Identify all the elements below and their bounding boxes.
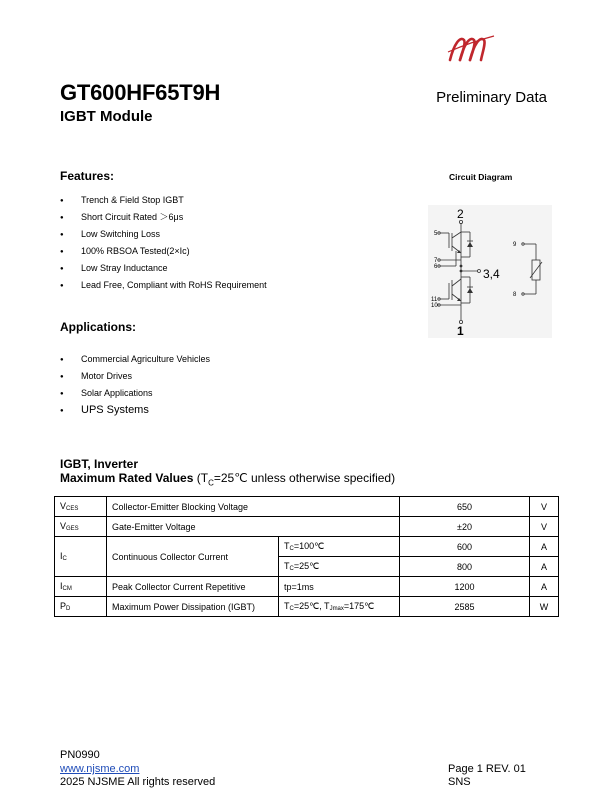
pin-1-label: 1 — [457, 324, 464, 338]
section-title: IGBT, Inverter — [60, 457, 139, 471]
symbol-cell: VGES — [55, 517, 107, 537]
value-cell: ±20 — [400, 517, 530, 537]
document-number: PN0990 — [60, 749, 100, 761]
unit-cell: W — [530, 597, 559, 617]
unit-cell: A — [530, 577, 559, 597]
description-cell: Peak Collector Current Repetitive — [107, 577, 279, 597]
pin-6-label: 6 — [434, 264, 438, 270]
value-cell: 800 — [400, 557, 530, 577]
applications-list — [60, 353, 210, 421]
table-row — [55, 497, 559, 517]
pin-10-label: 10 — [431, 303, 438, 309]
symbol-cell: ICM — [55, 577, 107, 597]
list-item: ● Low Switching Loss — [60, 228, 267, 245]
description-cell: Collector-Emitter Blocking Voltage — [107, 497, 400, 517]
list-item: ● Short Circuit Rated ＞6μs — [60, 211, 267, 228]
applications-heading: Applications: — [60, 320, 137, 334]
pin-11-label: 11 — [431, 297, 438, 303]
circuit-diagram-title: Circuit Diagram — [449, 172, 513, 182]
table-row — [55, 537, 559, 557]
max-ratings-table — [54, 496, 559, 617]
module-type: IGBT Module — [60, 108, 153, 125]
features-heading: Features: — [60, 169, 115, 183]
website-link[interactable]: www.njsme.com — [60, 763, 140, 775]
value-cell: 2585 — [400, 597, 530, 617]
table-row — [55, 577, 559, 597]
list-item: ● Solar Applications — [60, 387, 210, 404]
unit-cell: V — [530, 497, 559, 517]
symbol-cell: PD — [55, 597, 107, 617]
pin-7-label: 7 — [434, 258, 438, 264]
pin-8-label: 8 — [513, 292, 517, 298]
company-code: SNS — [448, 776, 471, 788]
value-cell: 650 — [400, 497, 530, 517]
pin-3-4-label: 3,4 — [483, 267, 500, 281]
table-title: Maximum Rated Values ($T_C=25℃$ unless otherwise specified) — [60, 471, 396, 488]
unit-cell: A — [530, 557, 559, 577]
unit-cell: A — [530, 537, 559, 557]
document-status: Preliminary Data — [436, 89, 547, 106]
pin-9-label: 9 — [513, 242, 517, 248]
list-item: ● 100% RBSOA Tested(2×Ic) — [60, 245, 267, 262]
list-item: ● Lead Free, Compliant with RoHS Requirement — [60, 279, 267, 296]
copyright: 2025 NJSME All rights reserved — [60, 776, 216, 788]
value-cell: 1200 — [400, 577, 530, 597]
pin-5-label: 5 — [434, 231, 438, 237]
table-row — [55, 597, 559, 617]
value-cell: 600 — [400, 537, 530, 557]
pin-2-label: 2 — [457, 207, 464, 221]
description-cell: Maximum Power Dissipation (IGBT) — [107, 597, 279, 617]
list-item: ● Commercial Agriculture Vehicles — [60, 353, 210, 370]
symbol-cell: IC — [55, 537, 107, 577]
njsme-logo — [446, 30, 496, 64]
condition-cell: TC=100℃ — [279, 537, 400, 557]
list-item: ● Motor Drives — [60, 370, 210, 387]
page-revision: Page 1 REV. 01 — [448, 763, 526, 775]
list-item: ● Trench & Field Stop IGBT — [60, 194, 267, 211]
features-list — [60, 194, 267, 296]
symbol-cell: VCES — [55, 497, 107, 517]
table-row — [55, 517, 559, 537]
description-cell: Continuous Collector Current — [107, 537, 279, 577]
circuit-diagram — [428, 205, 552, 338]
condition-cell: TC=25℃, TJmax=175℃ — [279, 597, 400, 617]
description-cell: Gate-Emitter Voltage — [107, 517, 400, 537]
list-item: ● Low Stray Inductance — [60, 262, 267, 279]
unit-cell: V — [530, 517, 559, 537]
list-item: ● UPS Systems — [60, 404, 210, 421]
condition-cell: TC=25℃ — [279, 557, 400, 577]
condition-cell: tp=1ms — [279, 577, 400, 597]
part-number: GT600HF65T9H — [60, 80, 221, 105]
